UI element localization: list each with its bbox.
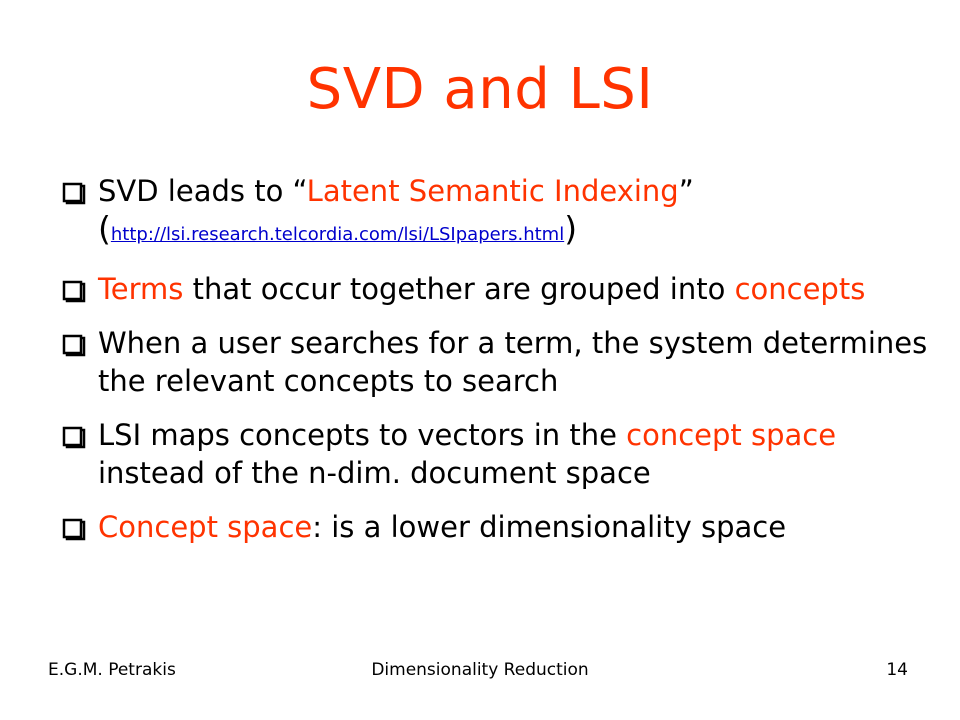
bullet-text: When a user searches for a term, the system determines the relevant concepts to search bbox=[98, 326, 928, 398]
highlight-text: Concept space bbox=[98, 510, 313, 544]
highlight-text: Terms bbox=[98, 272, 184, 306]
bullet-item bbox=[62, 270, 942, 308]
highlight-text: concepts bbox=[734, 272, 866, 306]
bullet-text: LSI maps concepts to vectors in the bbox=[98, 418, 627, 452]
lsi-papers-link[interactable]: http://lsi.research.telcordia.com/lsi/LSIpapers.html bbox=[110, 224, 565, 245]
bullet-list bbox=[62, 172, 942, 562]
bullet-item bbox=[62, 508, 942, 546]
checkbox-square-icon bbox=[62, 333, 88, 357]
bullet-text: instead of the n-dim. document space bbox=[98, 456, 651, 490]
bullet-text: : is a lower dimensionality space bbox=[312, 510, 787, 544]
page-number: 14 bbox=[886, 660, 908, 680]
checkbox-square-icon bbox=[62, 279, 88, 303]
checkbox-square-icon bbox=[62, 181, 88, 205]
bullet-item bbox=[62, 416, 942, 492]
slide-title: SVD and LSI bbox=[306, 57, 654, 122]
checkbox-square-icon bbox=[62, 517, 88, 541]
close-paren: ) bbox=[564, 209, 578, 248]
footer-author: E.G.M. Petrakis bbox=[48, 660, 176, 680]
bullet-text: SVD leads to “ bbox=[98, 174, 307, 208]
bullet-text: that occur together are grouped into bbox=[183, 272, 735, 306]
bullet-item bbox=[62, 172, 942, 254]
bullet-item bbox=[62, 324, 942, 400]
bullet-text: ” bbox=[678, 174, 694, 208]
open-paren: ( bbox=[98, 209, 111, 248]
highlight-text: concept space bbox=[626, 418, 837, 452]
footer-topic: Dimensionality Reduction bbox=[371, 660, 589, 680]
highlight-text: Latent Semantic Indexing bbox=[306, 174, 679, 208]
checkbox-square-icon bbox=[62, 425, 88, 449]
